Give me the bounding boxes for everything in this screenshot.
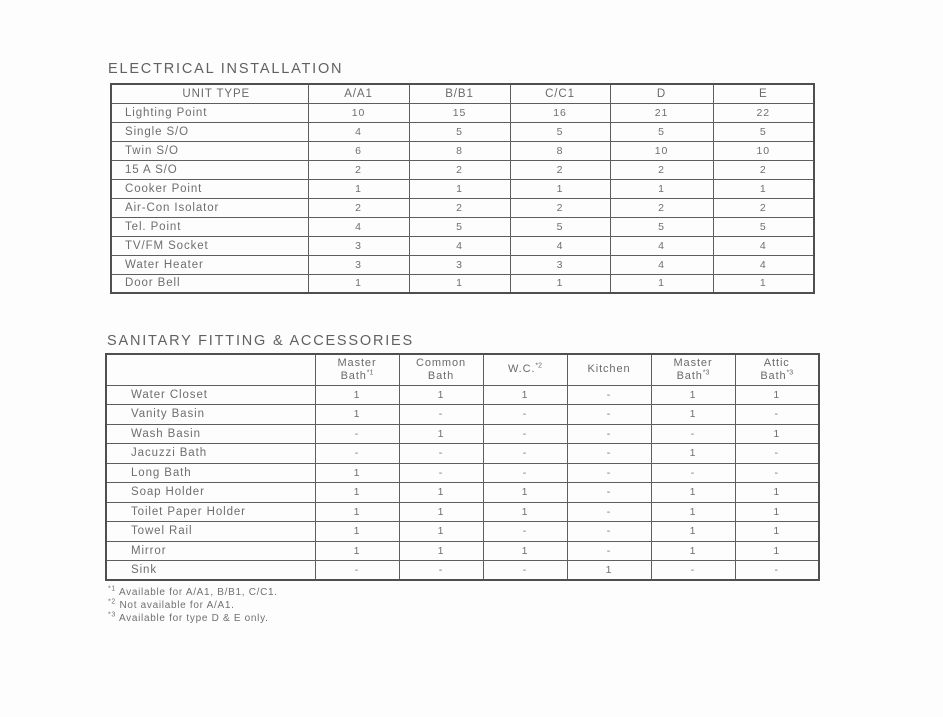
value-cell: -: [567, 541, 651, 561]
column-header: Attic Bath$^{*3}$: [735, 354, 819, 385]
value-cell: -: [651, 463, 735, 483]
value-cell: -: [315, 444, 399, 464]
value-cell: -: [651, 561, 735, 581]
row-label: Water Closet: [106, 385, 315, 405]
table-row: [111, 122, 814, 141]
value-cell: 4: [610, 236, 713, 255]
table-row: [106, 502, 819, 522]
value-cell: -: [399, 561, 483, 581]
value-cell: 21: [610, 103, 713, 122]
value-cell: 5: [713, 217, 814, 236]
value-cell: -: [483, 405, 567, 425]
value-cell: 2: [510, 198, 610, 217]
value-cell: 3: [308, 236, 409, 255]
value-cell: 6: [308, 141, 409, 160]
value-cell: 1: [510, 179, 610, 198]
row-label: Water Heater: [111, 255, 308, 274]
value-cell: 2: [713, 160, 814, 179]
value-cell: 1: [651, 405, 735, 425]
value-cell: 10: [610, 141, 713, 160]
row-label: Door Bell: [111, 274, 308, 293]
column-header: C/C1: [510, 84, 610, 103]
value-cell: -: [735, 405, 819, 425]
value-cell: 4: [610, 255, 713, 274]
value-cell: 1: [651, 522, 735, 542]
table-row: [106, 463, 819, 483]
sanitary-fitting-title: SANITARY FITTING & ACCESSORIES: [107, 333, 414, 349]
value-cell: 1: [510, 274, 610, 293]
value-cell: 1: [735, 502, 819, 522]
column-header: UNIT TYPE: [111, 84, 308, 103]
value-cell: 1: [651, 541, 735, 561]
table-row: [106, 561, 819, 581]
value-cell: 1: [315, 522, 399, 542]
column-header: Master Bath$^{*3}$: [651, 354, 735, 385]
table-row: [111, 141, 814, 160]
row-label: Tel. Point: [111, 217, 308, 236]
column-header: Master Bath$^{*1}$: [315, 354, 399, 385]
value-cell: -: [651, 424, 735, 444]
value-cell: 8: [510, 141, 610, 160]
footnote: $^{*1}$ Available for A/A1, B/B1, C/C1.: [108, 585, 278, 598]
value-cell: 2: [409, 160, 510, 179]
value-cell: 2: [409, 198, 510, 217]
row-label: Long Bath: [106, 463, 315, 483]
column-header: B/B1: [409, 84, 510, 103]
column-header: [106, 354, 315, 385]
value-cell: 1: [399, 385, 483, 405]
value-cell: 5: [610, 122, 713, 141]
column-header: Common Bath: [399, 354, 483, 385]
footnote: $^{*2}$ Not available for A/A1.: [108, 598, 235, 611]
value-cell: 1: [483, 502, 567, 522]
row-label: Single S/O: [111, 122, 308, 141]
value-cell: 1: [651, 502, 735, 522]
value-cell: -: [567, 444, 651, 464]
sanitary-fitting-table: [105, 353, 820, 581]
value-cell: 8: [409, 141, 510, 160]
table-row: [106, 541, 819, 561]
footnote: $^{*3}$ Available for type D & E only.: [108, 611, 269, 624]
value-cell: -: [399, 405, 483, 425]
value-cell: -: [483, 424, 567, 444]
value-cell: 1: [409, 179, 510, 198]
row-label: Mirror: [106, 541, 315, 561]
value-cell: 2: [610, 160, 713, 179]
row-label: Air-Con Isolator: [111, 198, 308, 217]
value-cell: -: [483, 444, 567, 464]
value-cell: 1: [713, 179, 814, 198]
footnotes: [108, 585, 278, 627]
value-cell: 1: [735, 424, 819, 444]
value-cell: 5: [713, 122, 814, 141]
value-cell: -: [483, 522, 567, 542]
column-header: A/A1: [308, 84, 409, 103]
value-cell: 1: [399, 541, 483, 561]
row-label: Twin S/O: [111, 141, 308, 160]
value-cell: 1: [399, 483, 483, 503]
header-row: [111, 84, 814, 103]
value-cell: 1: [651, 385, 735, 405]
table-row: [111, 198, 814, 217]
value-cell: 2: [308, 198, 409, 217]
value-cell: 1: [610, 274, 713, 293]
value-cell: -: [567, 385, 651, 405]
value-cell: 5: [409, 217, 510, 236]
table-row: [106, 522, 819, 542]
value-cell: -: [735, 561, 819, 581]
value-cell: 1: [735, 541, 819, 561]
table-row: [106, 483, 819, 503]
value-cell: 1: [315, 483, 399, 503]
value-cell: 1: [315, 463, 399, 483]
row-label: Toilet Paper Holder: [106, 502, 315, 522]
value-cell: 1: [399, 424, 483, 444]
column-header: D: [610, 84, 713, 103]
value-cell: 15: [409, 103, 510, 122]
value-cell: 16: [510, 103, 610, 122]
value-cell: 1: [735, 385, 819, 405]
value-cell: 5: [409, 122, 510, 141]
value-cell: 1: [315, 405, 399, 425]
value-cell: -: [567, 424, 651, 444]
value-cell: 1: [483, 483, 567, 503]
value-cell: 2: [510, 160, 610, 179]
row-label: Vanity Basin: [106, 405, 315, 425]
value-cell: -: [483, 561, 567, 581]
value-cell: -: [567, 522, 651, 542]
value-cell: 3: [510, 255, 610, 274]
value-cell: 1: [315, 385, 399, 405]
value-cell: -: [567, 463, 651, 483]
value-cell: 10: [713, 141, 814, 160]
value-cell: -: [315, 561, 399, 581]
value-cell: -: [567, 405, 651, 425]
value-cell: 4: [713, 236, 814, 255]
row-label: Sink: [106, 561, 315, 581]
value-cell: 4: [713, 255, 814, 274]
table-row: [106, 385, 819, 405]
value-cell: 10: [308, 103, 409, 122]
value-cell: 1: [610, 179, 713, 198]
row-label: Wash Basin: [106, 424, 315, 444]
value-cell: 1: [735, 522, 819, 542]
value-cell: 1: [483, 541, 567, 561]
value-cell: 4: [510, 236, 610, 255]
table-row: [111, 274, 814, 293]
value-cell: 5: [610, 217, 713, 236]
row-label: Soap Holder: [106, 483, 315, 503]
column-header: Kitchen: [567, 354, 651, 385]
value-cell: -: [567, 502, 651, 522]
row-label: 15 A S/O: [111, 160, 308, 179]
table-row: [111, 103, 814, 122]
column-header: E: [713, 84, 814, 103]
value-cell: 22: [713, 103, 814, 122]
value-cell: 1: [409, 274, 510, 293]
value-cell: -: [567, 483, 651, 503]
row-label: Jacuzzi Bath: [106, 444, 315, 464]
value-cell: 1: [308, 179, 409, 198]
value-cell: 1: [399, 522, 483, 542]
electrical-installation-title: ELECTRICAL INSTALLATION: [108, 61, 344, 77]
table-row: [111, 236, 814, 255]
value-cell: 4: [308, 122, 409, 141]
value-cell: -: [399, 444, 483, 464]
header-row: [106, 354, 819, 385]
table-row: [106, 444, 819, 464]
table-row: [111, 160, 814, 179]
table-row: [106, 405, 819, 425]
value-cell: 1: [651, 483, 735, 503]
value-cell: 1: [308, 274, 409, 293]
table-row: [111, 179, 814, 198]
value-cell: 1: [651, 444, 735, 464]
value-cell: 1: [399, 502, 483, 522]
value-cell: 1: [483, 385, 567, 405]
table-row: [111, 255, 814, 274]
electrical-installation-table: [110, 83, 815, 294]
row-label: TV/FM Socket: [111, 236, 308, 255]
column-header: W.C.$^{*2}$: [483, 354, 567, 385]
value-cell: 1: [713, 274, 814, 293]
value-cell: 2: [308, 160, 409, 179]
value-cell: 4: [308, 217, 409, 236]
row-label: Towel Rail: [106, 522, 315, 542]
value-cell: -: [315, 424, 399, 444]
value-cell: -: [735, 444, 819, 464]
value-cell: 1: [567, 561, 651, 581]
row-label: Lighting Point: [111, 103, 308, 122]
value-cell: 5: [510, 217, 610, 236]
value-cell: 1: [315, 502, 399, 522]
value-cell: 2: [713, 198, 814, 217]
value-cell: 4: [409, 236, 510, 255]
value-cell: 1: [315, 541, 399, 561]
row-label: Cooker Point: [111, 179, 308, 198]
value-cell: 3: [308, 255, 409, 274]
value-cell: 1: [735, 483, 819, 503]
table-row: [106, 424, 819, 444]
value-cell: -: [399, 463, 483, 483]
value-cell: -: [735, 463, 819, 483]
value-cell: 5: [510, 122, 610, 141]
value-cell: 2: [610, 198, 713, 217]
value-cell: 3: [409, 255, 510, 274]
value-cell: -: [483, 463, 567, 483]
table-row: [111, 217, 814, 236]
